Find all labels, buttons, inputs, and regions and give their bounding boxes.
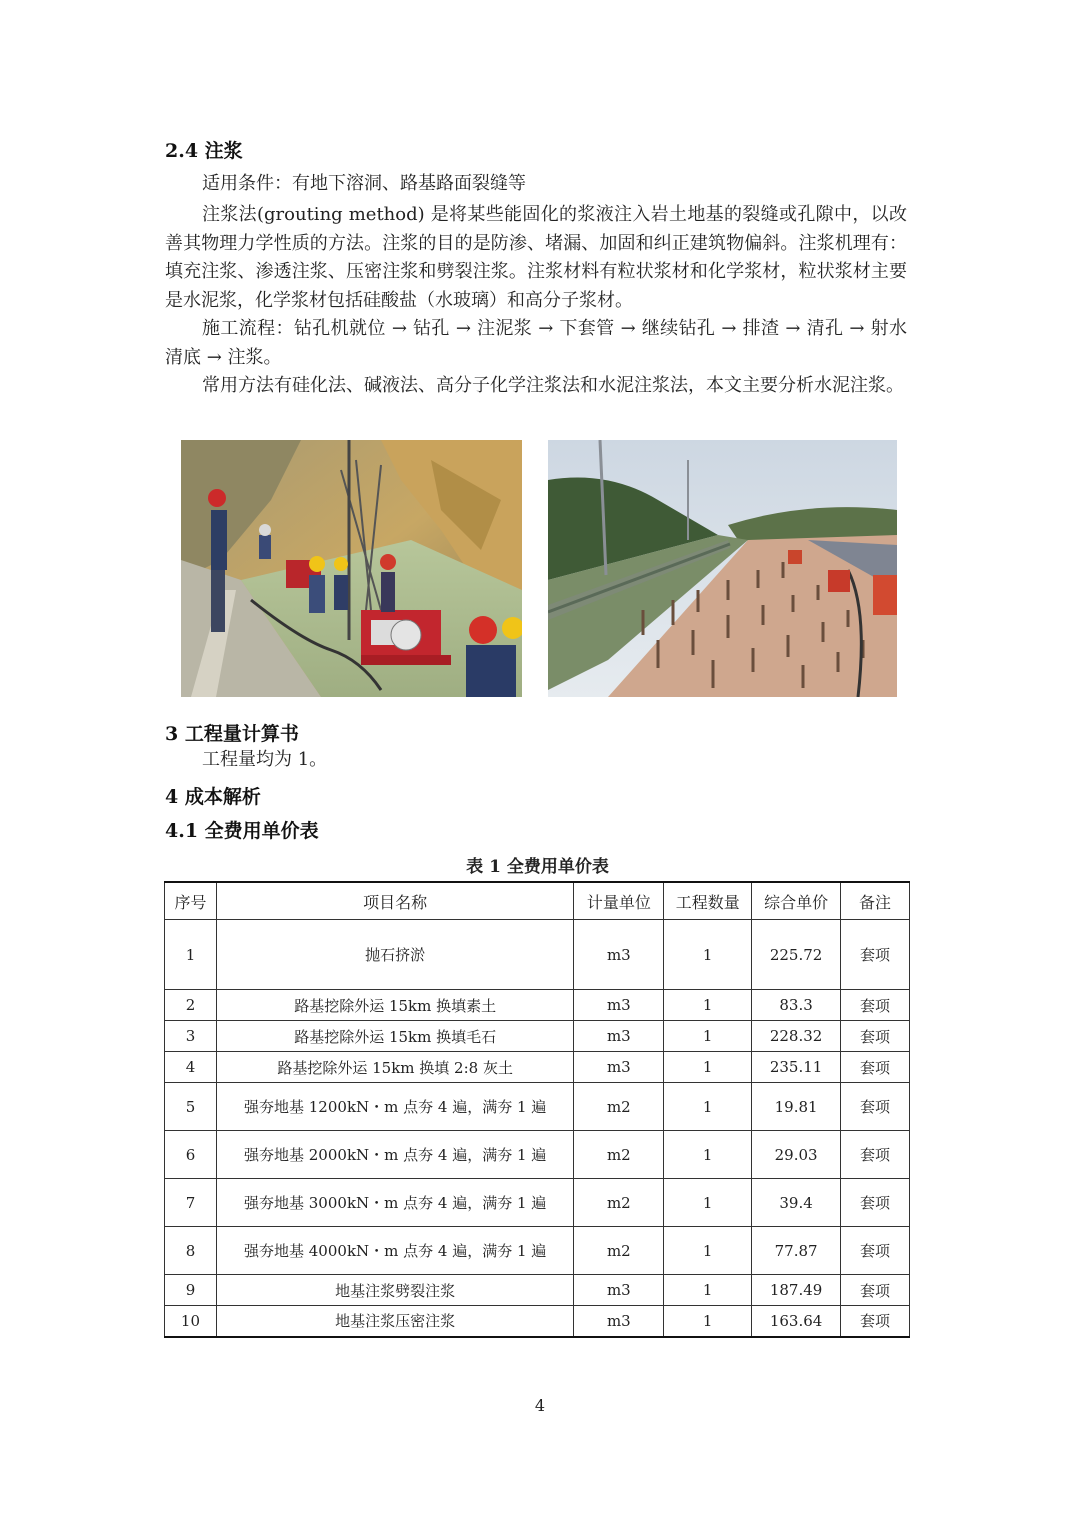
cell-unit: m2 xyxy=(574,1179,664,1227)
cell-unit: m3 xyxy=(574,1052,664,1083)
table-row xyxy=(165,1275,910,1306)
cell-quantity: 1 xyxy=(664,1306,752,1337)
cell-item-name: 强夯地基 4000kN・m 点夯 4 遍，满夯 1 遍 xyxy=(216,1227,573,1275)
cell-item-name: 路基挖除外运 15km 换填毛石 xyxy=(216,1021,573,1052)
cell-remark: 套项 xyxy=(841,1306,910,1337)
cell-remark: 套项 xyxy=(841,1083,910,1131)
cell-index: 2 xyxy=(165,990,217,1021)
cell-index: 7 xyxy=(165,1179,217,1227)
cell-item-name: 路基挖除外运 15km 换填 2:8 灰土 xyxy=(216,1052,573,1083)
cell-remark: 套项 xyxy=(841,920,910,990)
cell-quantity: 1 xyxy=(664,1179,752,1227)
cell-index: 5 xyxy=(165,1083,217,1131)
cell-item-name: 地基注浆压密注浆 xyxy=(216,1306,573,1337)
page-number: 4 xyxy=(534,1396,546,1415)
cell-item-name: 地基注浆劈裂注浆 xyxy=(216,1275,573,1306)
cell-item-name: 路基挖除外运 15km 换填素土 xyxy=(216,990,573,1021)
cell-unit-price: 187.49 xyxy=(752,1275,841,1306)
cell-quantity: 1 xyxy=(664,1021,752,1052)
table-row xyxy=(165,1052,910,1083)
paragraph-conditions: 适用条件：有地下溶洞、路基路面裂缝等 xyxy=(202,173,526,194)
cell-quantity: 1 xyxy=(664,990,752,1021)
cell-quantity: 1 xyxy=(664,1131,752,1179)
table-row xyxy=(165,1227,910,1275)
paragraph-quantity: 工程量均为 1。 xyxy=(202,749,328,770)
cell-remark: 套项 xyxy=(841,990,910,1021)
cell-index: 3 xyxy=(165,1021,217,1052)
table-row xyxy=(165,1306,910,1337)
cell-remark: 套项 xyxy=(841,1227,910,1275)
cell-quantity: 1 xyxy=(664,1083,752,1131)
table-row xyxy=(165,990,910,1021)
cell-remark: 套项 xyxy=(841,1021,910,1052)
cell-remark: 套项 xyxy=(841,1131,910,1179)
cell-index: 10 xyxy=(165,1306,217,1337)
cell-index: 1 xyxy=(165,920,217,990)
cell-unit: m2 xyxy=(574,1227,664,1275)
table-caption: 表 1 全费用单价表 xyxy=(466,857,609,877)
cell-item-name: 抛石挤淤 xyxy=(216,920,573,990)
cell-unit-price: 19.81 xyxy=(752,1083,841,1131)
header-quantity: 工程数量 xyxy=(664,882,752,920)
cell-quantity: 1 xyxy=(664,1052,752,1083)
cell-item-name: 强夯地基 3000kN・m 点夯 4 遍，满夯 1 遍 xyxy=(216,1179,573,1227)
header-unit: 计量单位 xyxy=(574,882,664,920)
cell-index: 6 xyxy=(165,1131,217,1179)
cell-unit: m2 xyxy=(574,1131,664,1179)
table-row xyxy=(165,1083,910,1131)
cell-item-name: 强夯地基 2000kN・m 点夯 4 遍，满夯 1 遍 xyxy=(216,1131,573,1179)
table-row xyxy=(165,920,910,990)
cell-unit: m2 xyxy=(574,1083,664,1131)
table-row xyxy=(165,1131,910,1179)
table-header-row xyxy=(165,882,910,920)
cell-quantity: 1 xyxy=(664,1227,752,1275)
table-row xyxy=(165,1021,910,1052)
header-unit-price: 综合单价 xyxy=(752,882,841,920)
cell-index: 9 xyxy=(165,1275,217,1306)
table-row xyxy=(165,1179,910,1227)
section-heading-2-4: 2.4 注浆 xyxy=(165,140,243,162)
cell-unit: m3 xyxy=(574,1306,664,1337)
cell-unit: m3 xyxy=(574,920,664,990)
section-heading-3: 3 工程量计算书 xyxy=(165,723,299,745)
cell-unit: m3 xyxy=(574,1021,664,1052)
grouting-site-photo xyxy=(181,440,522,697)
cell-quantity: 1 xyxy=(664,1275,752,1306)
cell-remark: 套项 xyxy=(841,1179,910,1227)
cell-unit: m3 xyxy=(574,1275,664,1306)
paragraph-definition: 注浆法(grouting method) 是将某些能固化的浆液注入岩土地基的裂缝或孔隙中，以改善其物理力学性质的方法。注浆的目的是防渗、堵漏、加固和纠正建筑物偏斜。注浆机理有：填充注浆、渗透注浆、压密注浆和劈裂注浆。注浆材料有粒状浆材和化学浆材，粒状浆材主要是水泥浆，化学浆材包括硅酸盐（水玻璃）和高分子浆材。 xyxy=(165,204,907,311)
unit-price-table xyxy=(164,881,910,1338)
cell-unit-price: 228.32 xyxy=(752,1021,841,1052)
cell-index: 8 xyxy=(165,1227,217,1275)
cell-remark: 套项 xyxy=(841,1275,910,1306)
cell-unit-price: 225.72 xyxy=(752,920,841,990)
paragraph-methods: 常用方法有硅化法、碱液法、高分子化学注浆法和水泥注浆法，本文主要分析水泥注浆。 xyxy=(202,375,904,396)
cell-unit-price: 39.4 xyxy=(752,1179,841,1227)
header-item-name: 项目名称 xyxy=(216,882,573,920)
paragraph-process: 施工流程：钻孔机就位 → 钻孔 → 注泥浆 → 下套管 → 继续钻孔 → 排渣 → 清孔 → 射水清底 → 注浆。 xyxy=(165,318,907,368)
cell-index: 4 xyxy=(165,1052,217,1083)
cell-unit-price: 235.11 xyxy=(752,1052,841,1083)
cell-unit-price: 29.03 xyxy=(752,1131,841,1179)
header-index: 序号 xyxy=(165,882,217,920)
cell-unit: m3 xyxy=(574,990,664,1021)
section-heading-4-1: 4.1 全费用单价表 xyxy=(165,820,319,842)
section-heading-4: 4 成本解析 xyxy=(165,786,261,808)
cell-unit-price: 163.64 xyxy=(752,1306,841,1337)
cell-unit-price: 77.87 xyxy=(752,1227,841,1275)
header-remark: 备注 xyxy=(841,882,910,920)
roadside-grouting-photo xyxy=(548,440,897,697)
cell-unit-price: 83.3 xyxy=(752,990,841,1021)
cell-quantity: 1 xyxy=(664,920,752,990)
cell-item-name: 强夯地基 1200kN・m 点夯 4 遍，满夯 1 遍 xyxy=(216,1083,573,1131)
cell-remark: 套项 xyxy=(841,1052,910,1083)
